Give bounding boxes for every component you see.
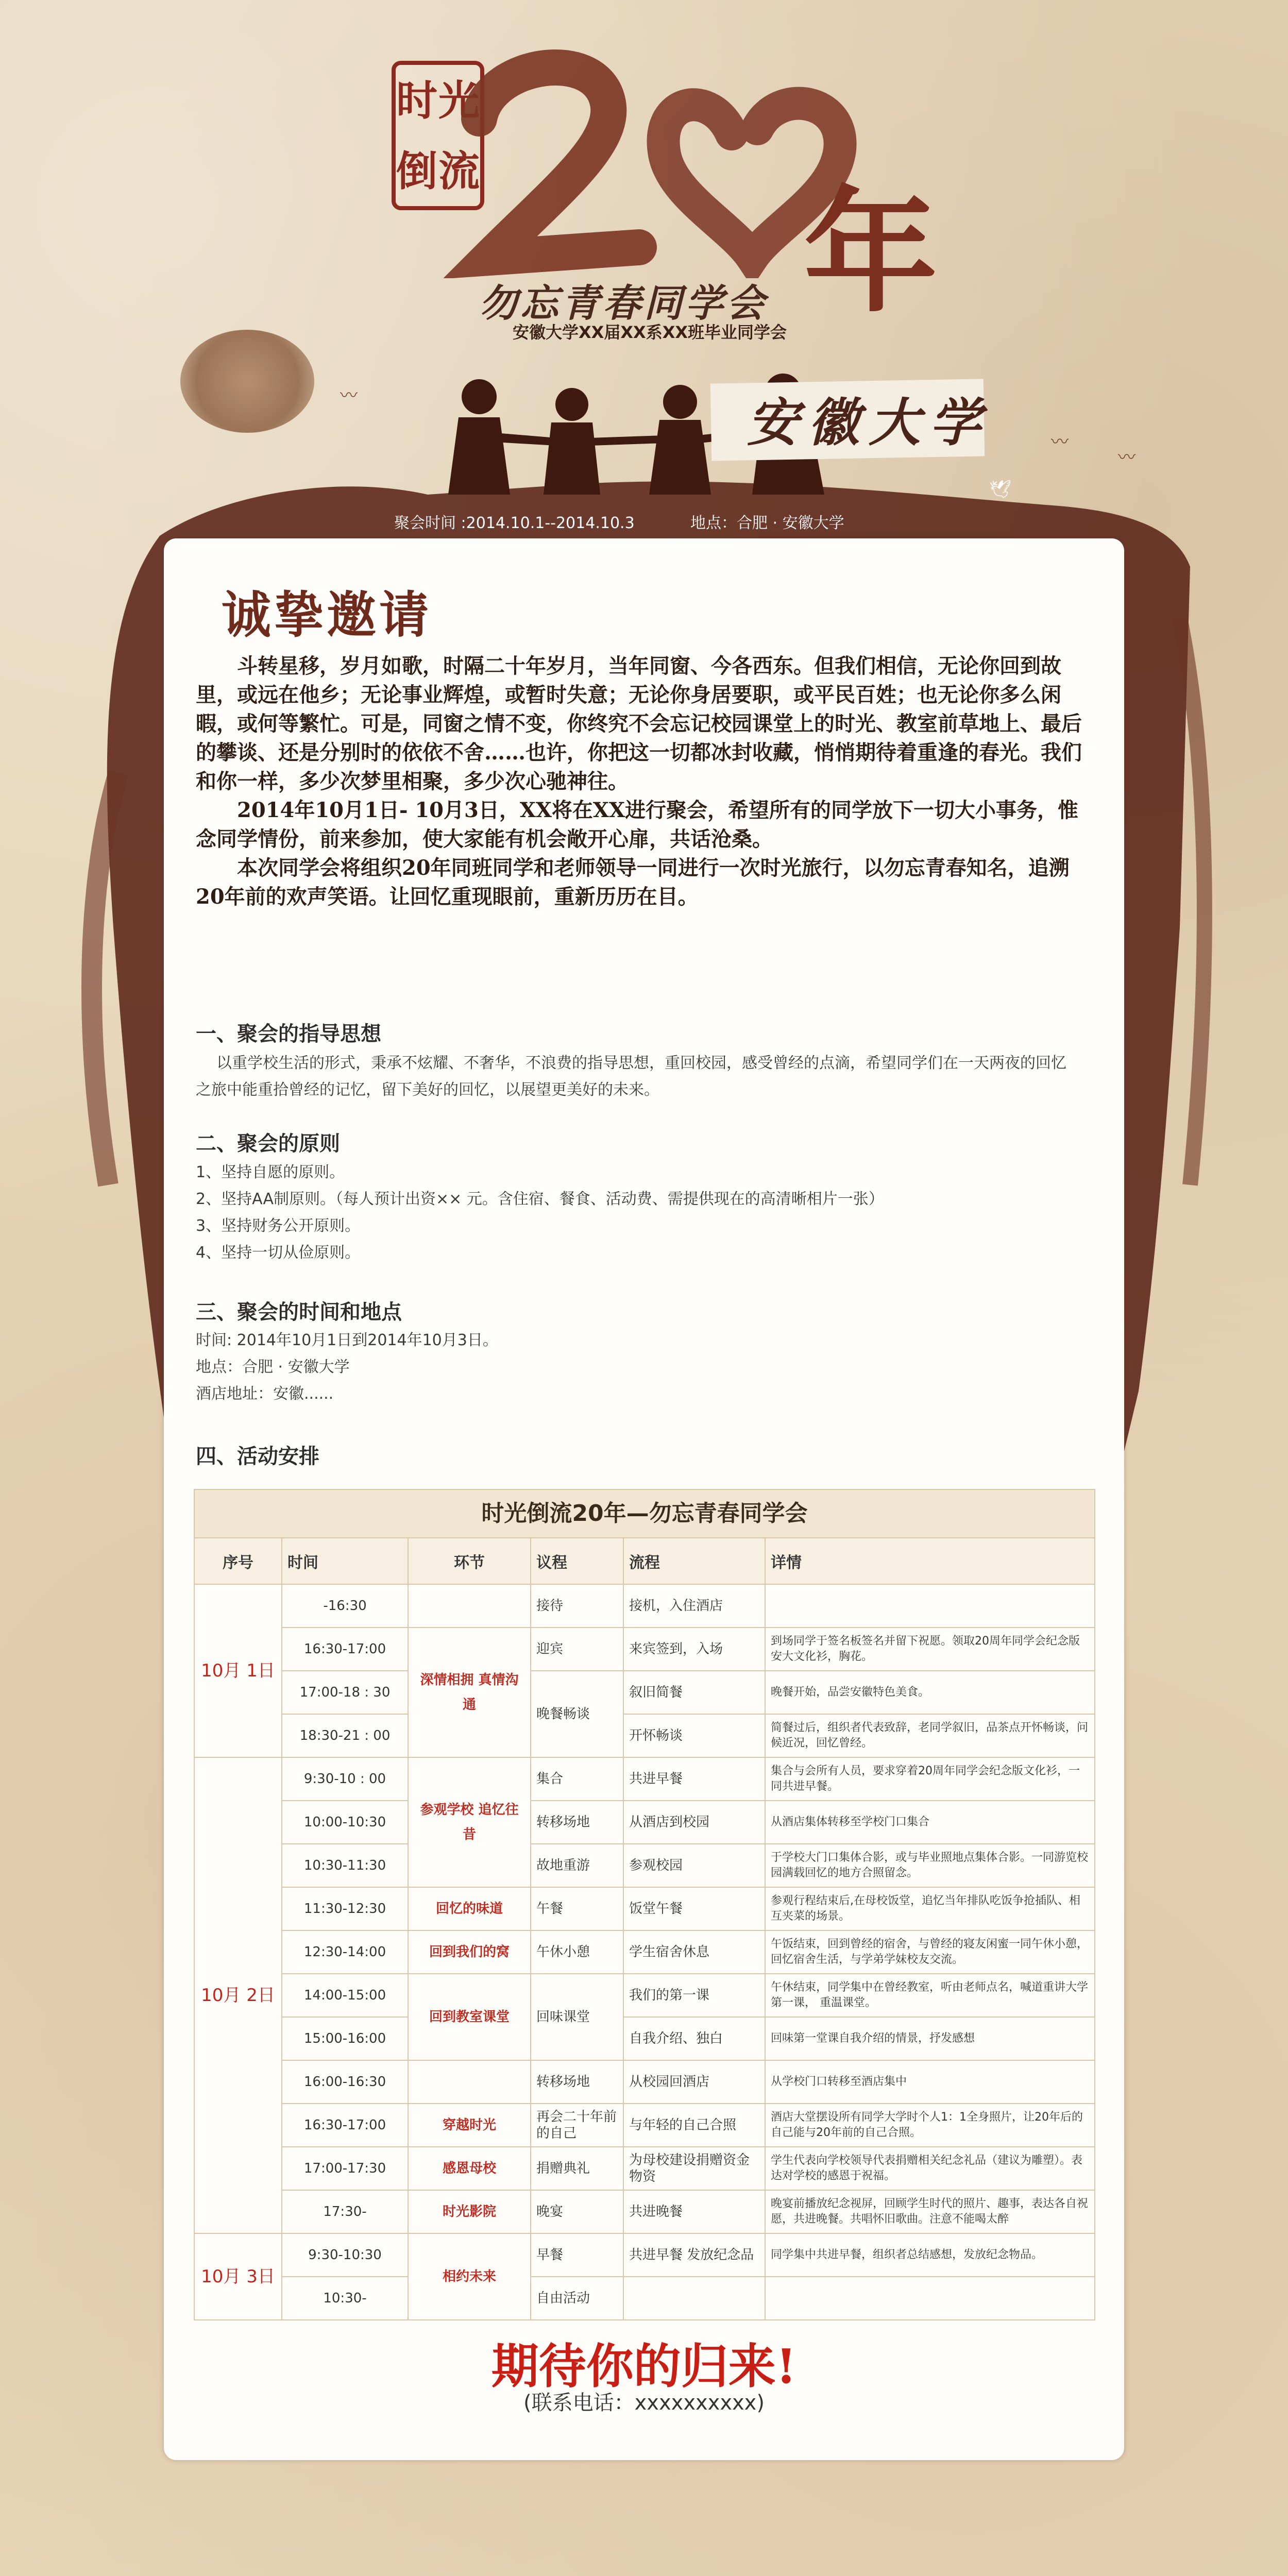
sun-decoration (180, 330, 314, 433)
section-title-time-place: 三、聚会的时间和地点 (196, 1300, 402, 1324)
list-item: 4、坚持一切从俭原则。 (196, 1244, 361, 1262)
list-item: 地点：合肥 · 安徽大学 (196, 1358, 350, 1376)
table-row (194, 1714, 1095, 1757)
invitation-paragraph: 本次同学会将组织20年同班同学和老师领导一同进行一次时光旅行，以勿忘青春知名，追溯20年前的欢声笑语。让回忆重现眼前，重新历历在目。 (196, 856, 1070, 909)
table-row (194, 2277, 1095, 2320)
time-cell: 16:30-17:00 (282, 2104, 408, 2147)
bird-icon: 〰 (340, 385, 358, 406)
flow-cell: 共进早餐 发放纪念品 (623, 2233, 765, 2277)
dove-icon: 🕊 (989, 479, 1012, 500)
time-cell: 10:30-11:30 (282, 1844, 408, 1887)
table-row (194, 1844, 1095, 1887)
table-row (194, 1584, 1095, 1628)
agenda-cell: 转移场地 (531, 1801, 623, 1844)
column-header: 议程 (531, 1538, 623, 1584)
detail-cell: 集合与会所有人员，要求穿着20周年同学会纪念版文化衫，一同共进早餐。 (765, 1757, 1095, 1801)
time-cell: 18:30-21 : 00 (282, 1714, 408, 1757)
agenda-cell: 午休小憩 (531, 1930, 623, 1974)
column-header: 流程 (623, 1538, 765, 1584)
subtitle: 勿忘青春同学会 (479, 281, 768, 326)
table-row (194, 1671, 1095, 1714)
segment-cell: 时光影院 (408, 2190, 531, 2233)
table-row (194, 2017, 1095, 2060)
bird-icon: 〰 (1118, 447, 1136, 468)
agenda-cell: 晚餐畅谈 (531, 1671, 623, 1757)
agenda-cell: 早餐 (531, 2233, 623, 2277)
time-cell: 9:30-10:30 (282, 2233, 408, 2277)
section-title-schedule: 四、活动安排 (196, 1445, 319, 1468)
event-place: 地点：合肥 · 安徽大学 (690, 514, 844, 532)
segment-cell: 相约未来 (408, 2233, 531, 2320)
flow-cell: 与年轻的自己合照 (623, 2104, 765, 2147)
list-item: 3、坚持财务公开原则。 (196, 1217, 361, 1235)
section-guideline-text (196, 1050, 1103, 1104)
schedule-table (194, 1489, 1095, 2320)
flow-cell: 开怀畅谈 (623, 1714, 765, 1757)
time-cell: 17:00-17:30 (282, 2147, 408, 2190)
subtitle-class: 安徽大学XX届XX系XX班毕业同学会 (513, 323, 787, 342)
flow-cell: 接机，入住酒店 (623, 1584, 765, 1628)
flow-cell: 学生宿舍休息 (623, 1930, 765, 1974)
time-place-list (196, 1327, 1103, 1408)
invitation-paragraph: 斗转星移，岁月如歌，时隔二十年岁月，当年同窗、今各西东。但我们相信，无论你回到故里，或远在他乡；无论事业辉煌，或暂时失意；无论你身居要职，或平民百姓；也无论你多么闲暇，或何等繁忙。可是，同窗之情不变，你终究不会忘记校园课堂上的时光、教室前草地上、最后的攀谈、还是分别时的依依不舍……也许，你把这一切都冰封收藏，悄悄期待着重逢的春光。我们和你一样，多少次梦里相聚，多少次心驰神往。 (196, 654, 1082, 793)
segment-cell: 感恩母校 (408, 2147, 531, 2190)
closing-title: 期待你的归来! (491, 2338, 797, 2394)
table-row (194, 2190, 1095, 2233)
day-label: 10月 3日 (194, 2233, 282, 2320)
detail-cell: 晚宴前播放纪念视屏，回顾学生时代的照片、趣事，表达各自祝愿，共进晚餐。共唱怀旧歌曲。注意不能喝太醉 (765, 2190, 1095, 2233)
table-row (194, 1628, 1095, 1671)
table-caption: 时光倒流20年—勿忘青春同学会 (194, 1489, 1095, 1538)
detail-cell: 午饭结束，回到曾经的宿舍，与曾经的寝友闲蜜一同午休小憩，回忆宿舍生活，与学弟学妹校友交流。 (765, 1930, 1095, 1974)
event-time: 聚会时间 :2014.10.1--2014.10.3 (394, 514, 635, 532)
flow-cell: 来宾签到，入场 (623, 1628, 765, 1671)
list-item: 1、坚持自愿的原则。 (196, 1163, 345, 1181)
detail-cell: 简餐过后，组织者代表致辞，老同学叙旧，品茶点开怀畅谈，问候近况，回忆曾经。 (765, 1714, 1095, 1757)
day-label: 10月 1日 (194, 1584, 282, 1757)
detail-cell: 回味第一堂课自我介绍的情景，抒发感想 (765, 2017, 1095, 2060)
seal-char: 流 (438, 146, 480, 195)
time-cell: 10:00-10:30 (282, 1801, 408, 1844)
nian-character: 年 (804, 174, 938, 331)
flow-cell: 参观校园 (623, 1844, 765, 1887)
invitation-body (196, 652, 1092, 911)
segment-cell (408, 2060, 531, 2104)
column-header: 时间 (282, 1538, 408, 1584)
agenda-cell: 晚宴 (531, 2190, 623, 2233)
segment-cell: 回忆的味道 (408, 1887, 531, 1930)
table-row (194, 1930, 1095, 1974)
column-header: 环节 (408, 1538, 531, 1584)
flow-cell: 叙旧简餐 (623, 1671, 765, 1714)
detail-cell: 到场同学于签名板签名并留下祝愿。领取20周年同学会纪念版安大文化衫，胸花。 (765, 1628, 1095, 1671)
day-label: 10月 2日 (194, 1757, 282, 2233)
table-row (194, 2233, 1095, 2277)
time-cell: 14:00-15:00 (282, 1974, 408, 2017)
agenda-cell: 迎宾 (531, 1628, 623, 1671)
time-cell: -16:30 (282, 1584, 408, 1628)
section-title-guideline: 一、聚会的指导思想 (196, 1022, 381, 1046)
list-item: 酒店地址：安徽...... (196, 1385, 334, 1403)
list-item: 时间: 2014年10月1日到2014年10月3日。 (196, 1331, 498, 1349)
brush-20-logo (443, 41, 866, 278)
flow-cell: 共进早餐 (623, 1757, 765, 1801)
seal-char: 时 (396, 76, 437, 125)
flow-cell (623, 2277, 765, 2320)
column-header: 序号 (194, 1538, 282, 1584)
section-title-principles: 二、聚会的原则 (196, 1132, 340, 1156)
time-cell: 9:30-10 : 00 (282, 1757, 408, 1801)
time-cell: 12:30-14:00 (282, 1930, 408, 1974)
time-cell: 10:30- (282, 2277, 408, 2320)
agenda-cell: 集合 (531, 1757, 623, 1801)
flow-cell: 共进晚餐 (623, 2190, 765, 2233)
table-row (194, 1757, 1095, 1801)
flow-cell: 饭堂午餐 (623, 1887, 765, 1930)
segment-cell: 穿越时光 (408, 2104, 531, 2147)
agenda-cell: 再会二十年前的自己 (531, 2104, 623, 2147)
time-cell: 16:30-17:00 (282, 1628, 408, 1671)
guideline-line: 以重学校生活的形式，秉承不炫耀、不奢华，不浪费的指导思想，重回校园，感受曾经的点滴，希望同学们在一天两夜的回忆 (216, 1054, 1066, 1072)
agenda-cell: 捐赠典礼 (531, 2147, 623, 2190)
agenda-cell: 自由活动 (531, 2277, 623, 2320)
invitation-paragraph: 2014年10月1日- 10月3日，XX将在XX进行聚会，希望所有的同学放下一切大小事务，惟念同学情份，前来参加，使大家能有机会敞开心扉，共话沧桑。 (196, 798, 1078, 851)
table-row (194, 1801, 1095, 1844)
principles-list (196, 1159, 1103, 1266)
segment-cell: 深情相拥 真情沟通 (408, 1628, 531, 1757)
seal-char: 倒 (396, 146, 437, 195)
time-cell: 16:00-16:30 (282, 2060, 408, 2104)
table-row (194, 2147, 1095, 2190)
column-header: 详情 (765, 1538, 1095, 1584)
time-cell: 17:30- (282, 2190, 408, 2233)
guideline-line: 之旅中能重拾曾经的记忆，留下美好的回忆，以展望更美好的未来。 (196, 1081, 659, 1099)
bird-icon: 〰 (1051, 432, 1069, 452)
agenda-cell: 回味课堂 (531, 1974, 623, 2060)
table-row (194, 1974, 1095, 2017)
agenda-cell: 故地重游 (531, 1844, 623, 1887)
school-tag: 安徽大学 (747, 392, 990, 453)
flow-cell: 自我介绍、独白 (623, 2017, 765, 2060)
segment-cell: 参观学校 追忆往昔 (408, 1757, 531, 1887)
segment-cell: 回到教室课堂 (408, 1974, 531, 2060)
agenda-cell: 午餐 (531, 1887, 623, 1930)
detail-cell (765, 2277, 1095, 2320)
table-row (194, 2104, 1095, 2147)
detail-cell: 学生代表向学校领导代表捐赠相关纪念礼品（建议为雕塑）。表达对学校的感恩于祝福。 (765, 2147, 1095, 2190)
detail-cell: 从酒店集体转移至学校门口集合 (765, 1801, 1095, 1844)
table-row (194, 1887, 1095, 1930)
flow-cell: 从酒店到校园 (623, 1801, 765, 1844)
detail-cell: 同学集中共进早餐，组织者总结感想，发放纪念物品。 (765, 2233, 1095, 2277)
time-cell: 15:00-16:00 (282, 2017, 408, 2060)
time-cell: 11:30-12:30 (282, 1887, 408, 1930)
list-item: 2、坚持AA制原则。（每人预计出资×× 元。含住宿、餐食、活动费、需提供现在的高清晰相片一张） (196, 1190, 884, 1208)
detail-cell: 从学校门口转移至酒店集中 (765, 2060, 1095, 2104)
detail-cell: 酒店大堂摆设所有同学大学时个人1：1全身照片，让20年后的自己能与20年前的自己合照。 (765, 2104, 1095, 2147)
invitation-title: 诚挚邀请 (222, 586, 432, 644)
segment-cell (408, 1584, 531, 1628)
table-row (194, 2060, 1095, 2104)
contact-phone: (联系电话：xxxxxxxxxx) (523, 2391, 765, 2415)
flow-cell: 为母校建设捐赠资金物资 (623, 2147, 765, 2190)
detail-cell: 于学校大门口集体合影，或与毕业照地点集体合影。一同游览校园满载回忆的地方合照留念。 (765, 1844, 1095, 1887)
agenda-cell: 接待 (531, 1584, 623, 1628)
detail-cell (765, 1584, 1095, 1628)
agenda-cell: 转移场地 (531, 2060, 623, 2104)
detail-cell: 晚餐开始，品尝安徽特色美食。 (765, 1671, 1095, 1714)
flow-cell: 从校园回酒店 (623, 2060, 765, 2104)
detail-cell: 参观行程结束后,在母校饭堂，追忆当年排队吃饭争抢插队、相互夹菜的场景。 (765, 1887, 1095, 1930)
time-cell: 17:00-18 : 30 (282, 1671, 408, 1714)
detail-cell: 午休结束，同学集中在曾经教室，听由老师点名，喊道重讲大学第一课， 重温课堂。 (765, 1974, 1095, 2017)
segment-cell: 回到我们的窝 (408, 1930, 531, 1974)
seal-char: 光 (438, 76, 480, 125)
flow-cell: 我们的第一课 (623, 1974, 765, 2017)
